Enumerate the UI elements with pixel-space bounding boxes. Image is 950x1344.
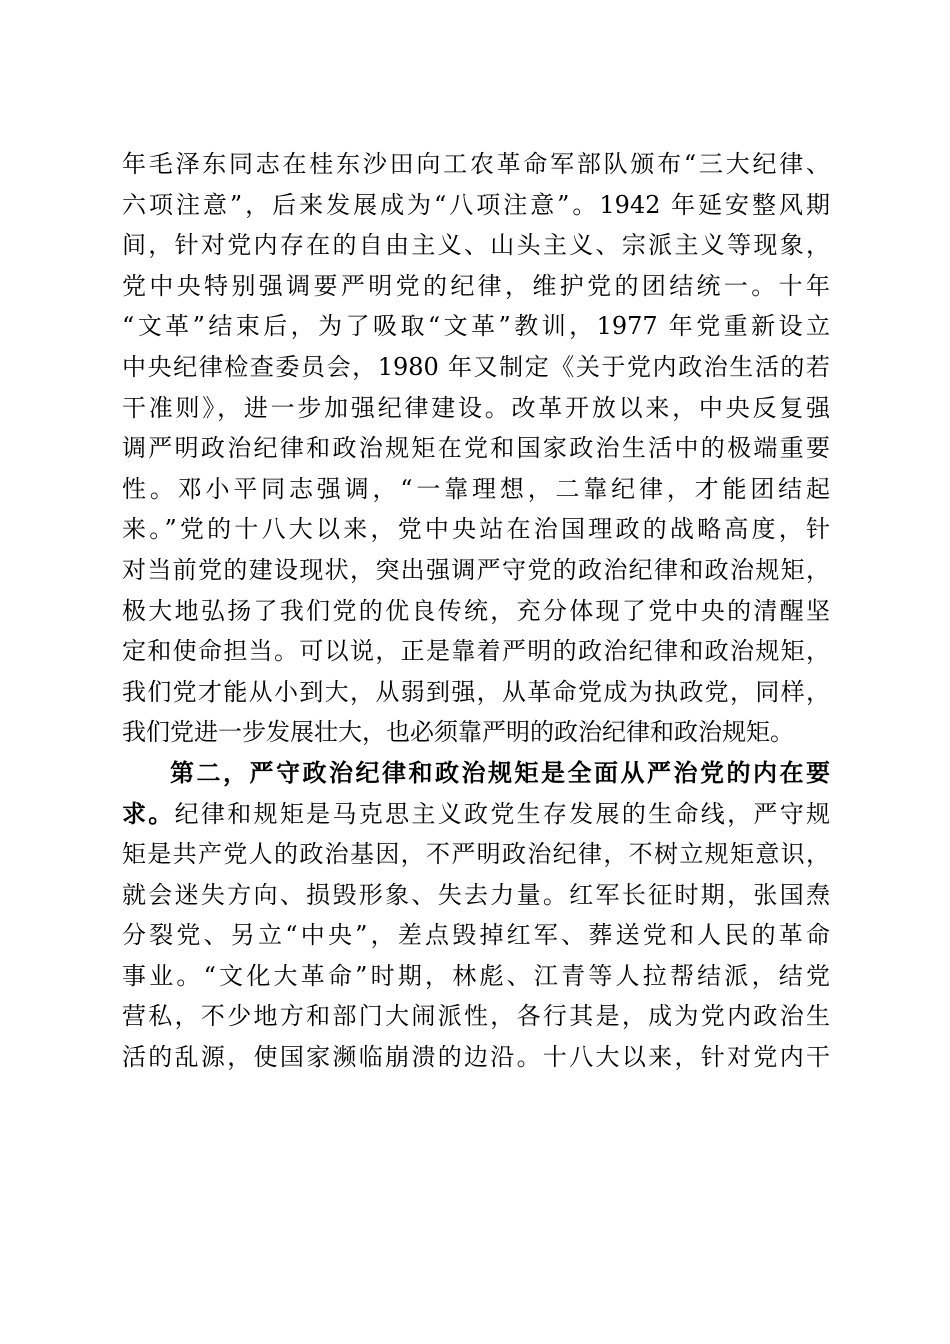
- text-line: 矩是共产党人的政治基因，不严明政治纪律，不树立规矩意识，: [122, 840, 830, 869]
- paragraph-heading: 第二，严守政治纪律和政治规矩是全面从严治党的内在要: [170, 757, 830, 787]
- text-line: 分裂党、另立“中央”，差点毁掉红军、葬送党和人民的革命: [122, 921, 830, 950]
- text-line: 我们党进一步发展壮大，也必须靠严明的政治纪律和政治规矩。: [122, 718, 794, 747]
- text-line: 定和使命担当。可以说，正是靠着严明的政治纪律和政治规矩，: [122, 637, 830, 666]
- text-line: 性。邓小平同志强调，“一靠理想，二靠纪律，才能团结起: [122, 474, 830, 503]
- text-line: 营私，不少地方和部门大闹派性，各行其是，成为党内政治生: [122, 1002, 830, 1031]
- text-line: 极大地弘扬了我们党的优良传统，充分体现了党中央的清醒坚: [122, 596, 830, 625]
- text-line: 干准则》，进一步加强纪律建设。改革开放以来，中央反复强: [122, 393, 830, 422]
- text-line: 事业。“文化大革命”时期，林彪、江青等人拉帮结派，结党: [122, 961, 830, 990]
- text-line: 对当前党的建设现状，突出强调严守党的政治纪律和政治规矩，: [122, 555, 830, 584]
- text-line: 年毛泽东同志在桂东沙田向工农革命军部队颁布“三大纪律、: [122, 150, 830, 178]
- heading-end: 求。: [122, 798, 175, 828]
- text-line: “文革”结束后，为了吸取“文革”教训，1977 年党重新设立: [122, 312, 830, 341]
- text-continuation: 纪律和规矩是马克思主义政党生存发展的生命线，严守规: [174, 799, 831, 828]
- text-line: 党中央特别强调要严明党的纪律，维护党的团结统一。十年: [122, 271, 830, 300]
- text-line: 中央纪律检查委员会，1980 年又制定《关于党内政治生活的若: [122, 352, 830, 381]
- text-line: 间，针对党内存在的自由主义、山头主义、宗派主义等现象，: [122, 231, 830, 260]
- text-line: 就会迷失方向、损毁形象、失去力量。红军长征时期，张国焘: [122, 880, 830, 909]
- text-line: 活的乱源，使国家濒临崩溃的边沿。十八大以来，针对党内干: [122, 1043, 830, 1072]
- text-line-mixed: [122, 794, 830, 835]
- text-line: 六项注意”，后来发展成为“八项注意”。1942 年延安整风期: [122, 190, 830, 219]
- text-line: 我们党才能从小到大，从弱到强，从革命党成为执政党，同样，: [122, 677, 830, 706]
- text-line: 来。”党的十八大以来，党中央站在治国理政的战略高度，针: [122, 515, 830, 544]
- body-text: [122, 144, 830, 1078]
- text-line: 调严明政治纪律和政治规矩在党和国家政治生活中的极端重要: [122, 434, 830, 463]
